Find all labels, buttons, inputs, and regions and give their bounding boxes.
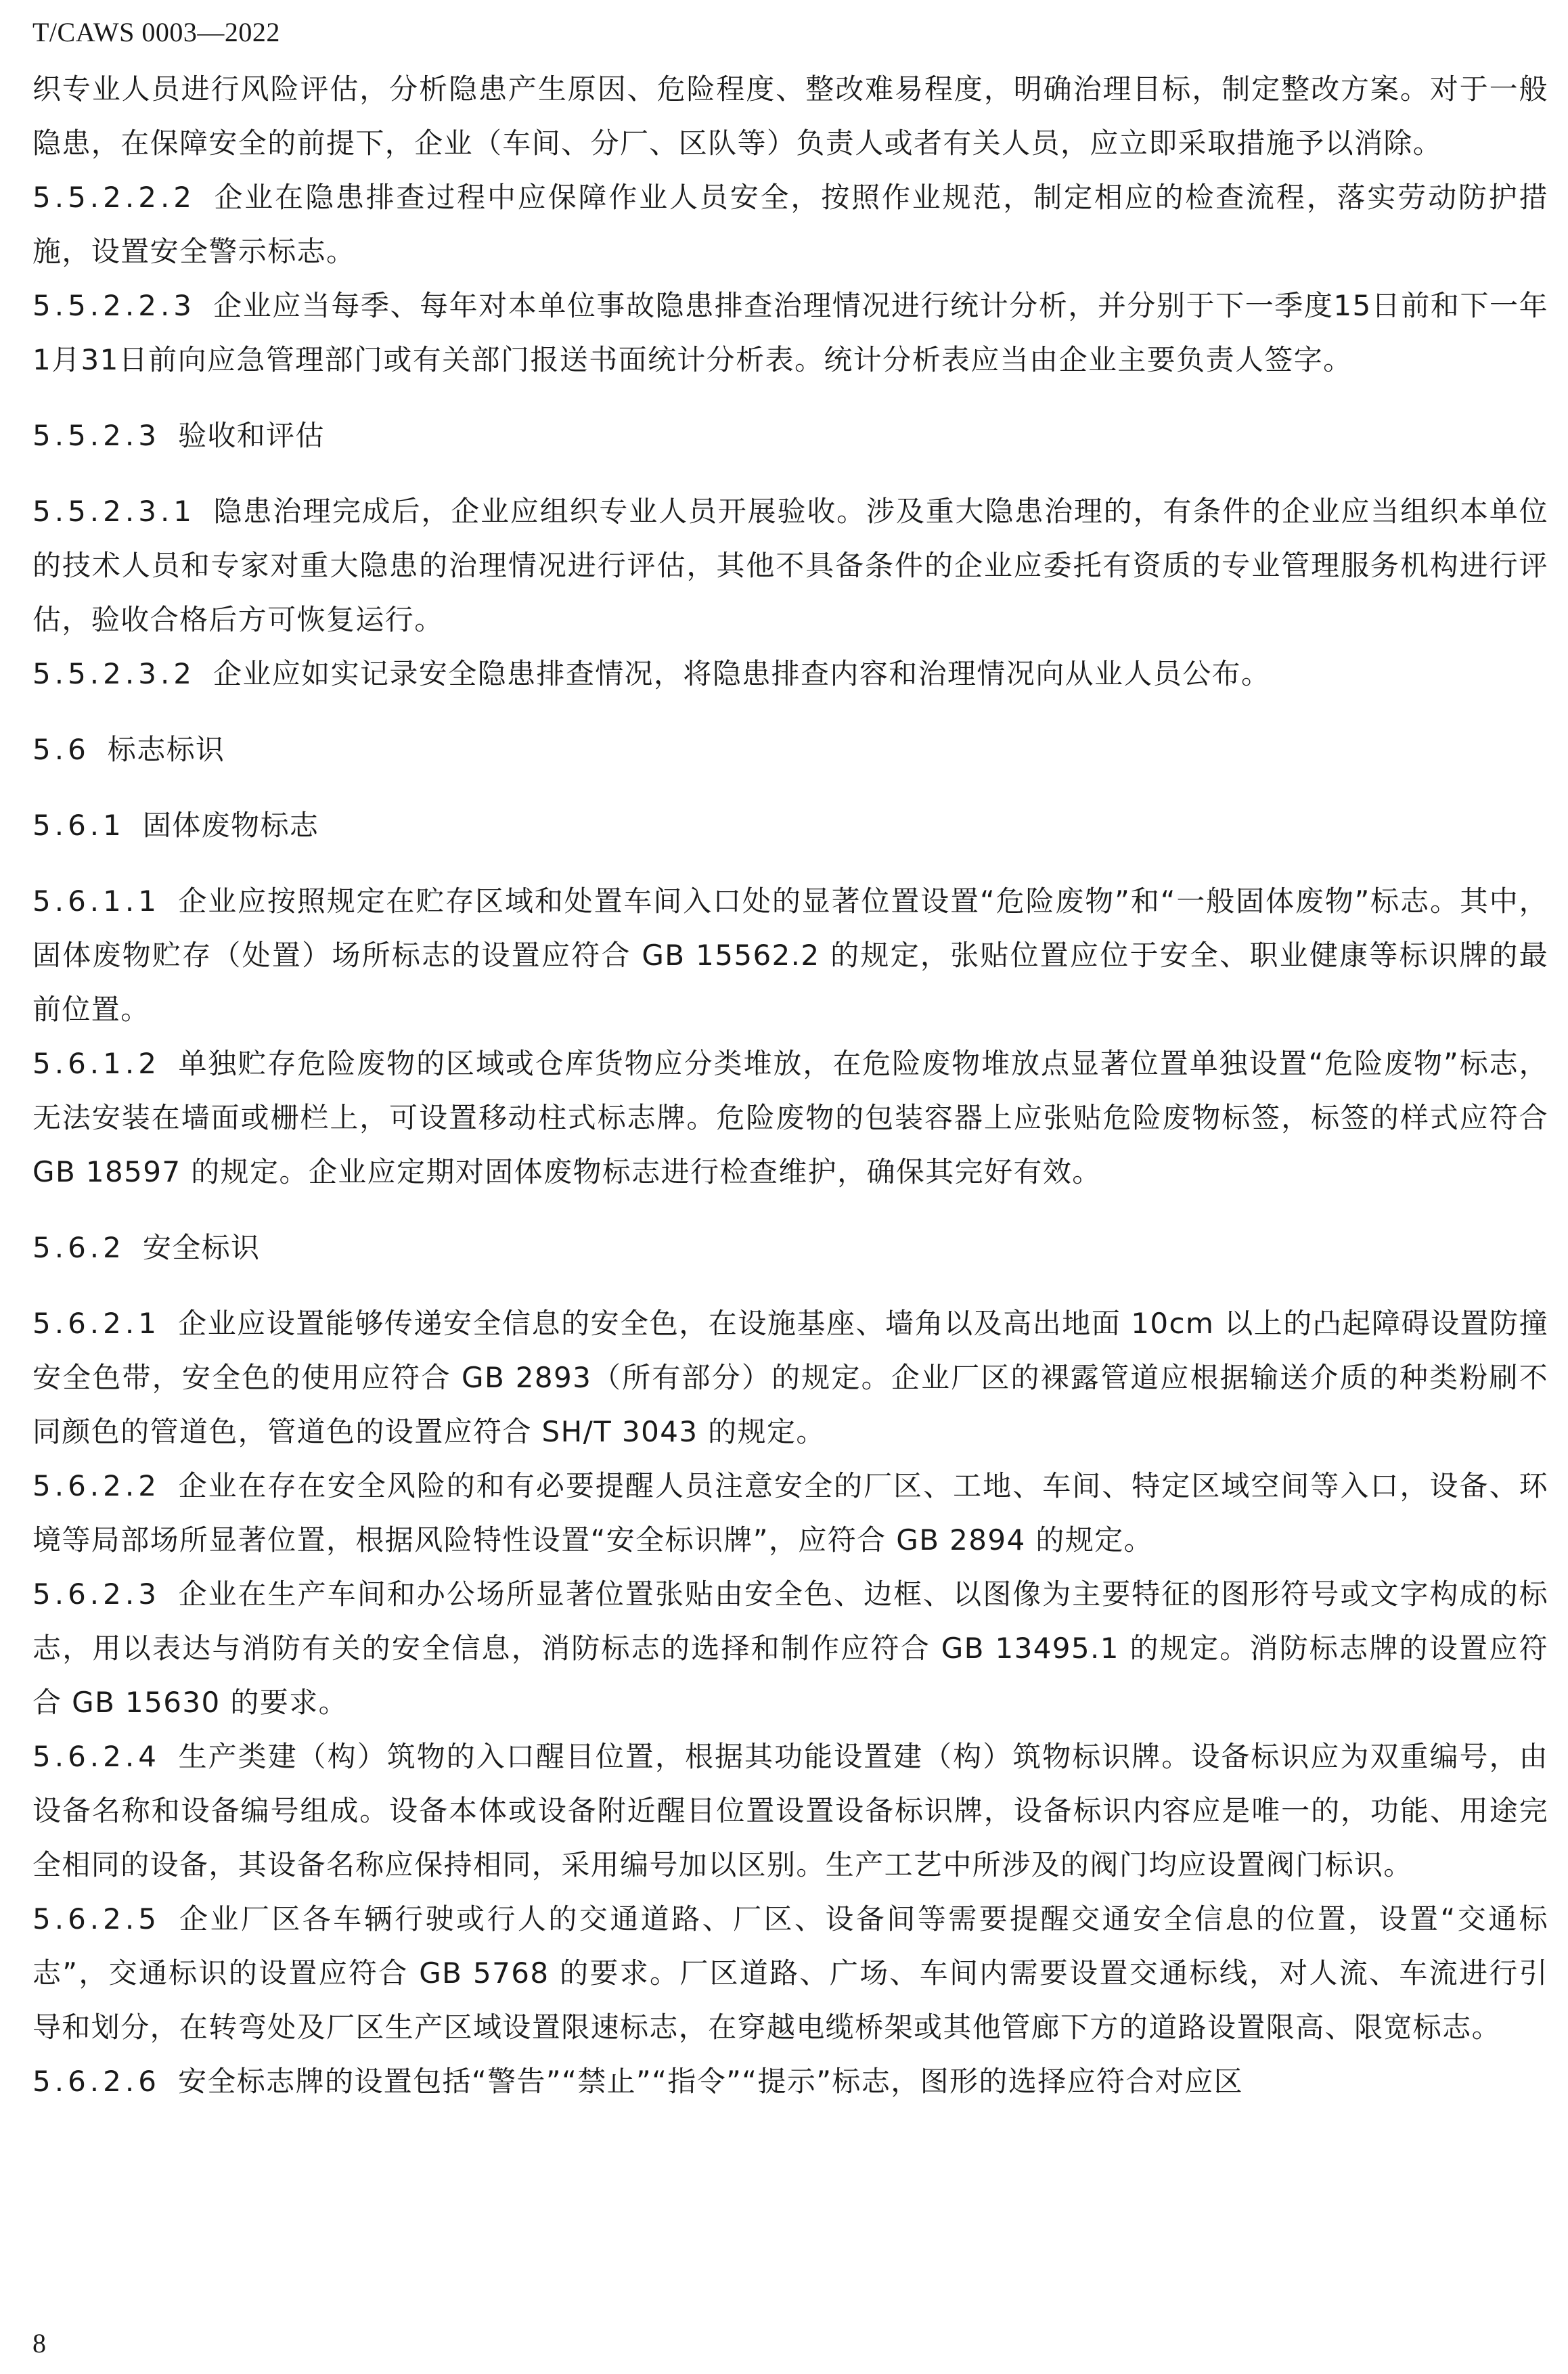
document-id-header: T/CAWS 0003—2022 [32, 17, 280, 47]
heading-text: 标志标识 [107, 733, 225, 766]
paragraph-continuation [32, 62, 1548, 171]
clause-number: 5.6.2.1 [32, 1307, 160, 1340]
clause-number: 5.6.2.4 [32, 1740, 160, 1773]
clause-5-6-1-1 [32, 874, 1548, 1037]
clause-5-6-2-2 [32, 1459, 1548, 1567]
document-body [32, 62, 1548, 2109]
clause-text: 企业应当每季、每年对本单位事故隐患排查治理情况进行统计分析，并分别于下一季度15日前和下一年1月31日前向应急管理部门或有关部门报送书面统计分析表。统计分析表应当由企业主要负责人签字。 [32, 289, 1548, 376]
clause-number: 5.6.1.2 [32, 1047, 160, 1080]
clause-number: 5.5.2.2.2 [32, 181, 196, 214]
clause-number: 5.5.2.2.3 [32, 289, 196, 322]
clause-text: 企业在存在安全风险的和有必要提醒人员注意安全的厂区、工地、车间、特定区域空间等入口，设备、环境等局部场所显著位置，根据风险特性设置“安全标识牌”，应符合 GB 2894 的规定。 [32, 1469, 1548, 1556]
clause-text: 企业在隐患排查过程中应保障作业人员安全，按照作业规范，制定相应的检查流程，落实劳动防护措施，设置安全警示标志。 [32, 181, 1548, 268]
clause-text: 企业在生产车间和办公场所显著位置张贴由安全色、边框、以图像为主要特征的图形符号或文字构成的标志，用以表达与消防有关的安全信息，消防标志的选择和制作应符合 GB 13495.1 的规定。消防标志牌的设置应符合 GB 15630 的要求。 [32, 1577, 1548, 1719]
clause-5-6-2-1 [32, 1297, 1548, 1459]
clause-text: 生产类建（构）筑物的入口醒目位置，根据其功能设置建（构）筑物标识牌。设备标识应为双重编号，由设备名称和设备编号组成。设备本体或设备附近醒目位置设置设备标识牌，设备标识内容应是唯一的，功能、用途完全相同的设备，其设备名称应保持相同，采用编号加以区别。生产工艺中所涉及的阀门均应设置阀门标识。 [32, 1740, 1548, 1881]
section-heading-5-6-1 [32, 799, 1548, 853]
clause-5-5-2-3-1 [32, 485, 1548, 647]
clause-5-6-1-2 [32, 1037, 1548, 1199]
heading-text: 固体废物标志 [142, 809, 319, 842]
clause-number: 5.6.1.1 [32, 884, 160, 918]
clause-text: 企业应按照规定在贮存区域和处置车间入口处的显著位置设置“危险废物”和“一般固体废物”标志。其中，固体废物贮存（处置）场所标志的设置应符合 GB 15562.2 的规定，张贴位置应位于安全、职业健康等标识牌的最前位置。 [32, 884, 1548, 1026]
clause-number: 5.6.2.2 [32, 1469, 160, 1502]
heading-number: 5.6.2 [32, 1231, 125, 1264]
heading-text: 安全标识 [142, 1231, 261, 1264]
section-heading-5-6-2 [32, 1221, 1548, 1275]
page-number: 8 [32, 2328, 46, 2358]
heading-number: 5.6.1 [32, 809, 125, 842]
clause-text: 隐患治理完成后，企业应组织专业人员开展验收。涉及重大隐患治理的，有条件的企业应当组织本单位的技术人员和专家对重大隐患的治理情况进行评估，其他不具备条件的企业应委托有资质的专业管理服务机构进行评估，验收合格后方可恢复运行。 [32, 495, 1548, 636]
clause-number: 5.6.2.5 [32, 1902, 160, 1935]
clause-5-6-2-5 [32, 1892, 1548, 2055]
heading-number: 5.5.2.3 [32, 419, 160, 452]
heading-number: 5.6 [32, 733, 90, 766]
clause-text: 安全标志牌的设置包括“警告”“禁止”“指令”“提示”标志，图形的选择应符合对应区 [177, 2065, 1244, 2098]
clause-5-6-2-6 [32, 2055, 1548, 2109]
clause-text: 企业应设置能够传递安全信息的安全色，在设施基座、墙角以及高出地面 10cm 以上的凸起障碍设置防撞安全色带，安全色的使用应符合 GB 2893（所有部分）的规定。企业厂区的裸露管道应根据输送介质的种类粉刷不同颜色的管道色，管道色的设置应符合 SH/T 3043 的规定。 [32, 1307, 1548, 1448]
clause-5-6-2-3 [32, 1567, 1548, 1730]
clause-5-6-2-4 [32, 1730, 1548, 1892]
clause-text: 企业应如实记录安全隐患排查情况，将隐患排查内容和治理情况向从业人员公布。 [213, 657, 1271, 690]
clause-5-5-2-2-2 [32, 171, 1548, 279]
section-heading-5-6 [32, 723, 1548, 777]
clause-5-5-2-2-3 [32, 279, 1548, 387]
clause-text: 单独贮存危险废物的区域或仓库货物应分类堆放，在危险废物堆放点显著位置单独设置“危险废物”标志，无法安装在墙面或栅栏上，可设置移动柱式标志牌。危险废物的包装容器上应张贴危险废物标签，标签的样式应符合 GB 18597 的规定。企业应定期对固体废物标志进行检查维护，确保其完好有效。 [32, 1047, 1548, 1188]
clause-number: 5.5.2.3.2 [32, 657, 196, 690]
clause-number: 5.6.2.6 [32, 2065, 160, 2098]
clause-number: 5.5.2.3.1 [32, 495, 196, 528]
heading-text: 验收和评估 [177, 419, 325, 452]
clause-text: 企业厂区各车辆行驶或行人的交通道路、厂区、设备间等需要提醒交通安全信息的位置，设置“交通标志”，交通标识的设置应符合 GB 5768 的要求。厂区道路、广场、车间内需要设置交通标线，对人流、车流进行引导和划分，在转弯处及厂区生产区域设置限速标志，在穿越电缆桥架或其他管廊下方的道路设置限高、限宽标志。 [32, 1902, 1548, 2044]
section-heading-5-5-2-3 [32, 409, 1548, 463]
clause-number: 5.6.2.3 [32, 1577, 160, 1611]
clause-5-5-2-3-2 [32, 647, 1548, 701]
paragraph-text: 织专业人员进行风险评估，分析隐患产生原因、危险程度、整改难易程度，明确治理目标，制定整改方案。对于一般隐患，在保障安全的前提下，企业（车间、分厂、区队等）负责人或者有关人员，应立即采取措施予以消除。 [32, 72, 1548, 160]
